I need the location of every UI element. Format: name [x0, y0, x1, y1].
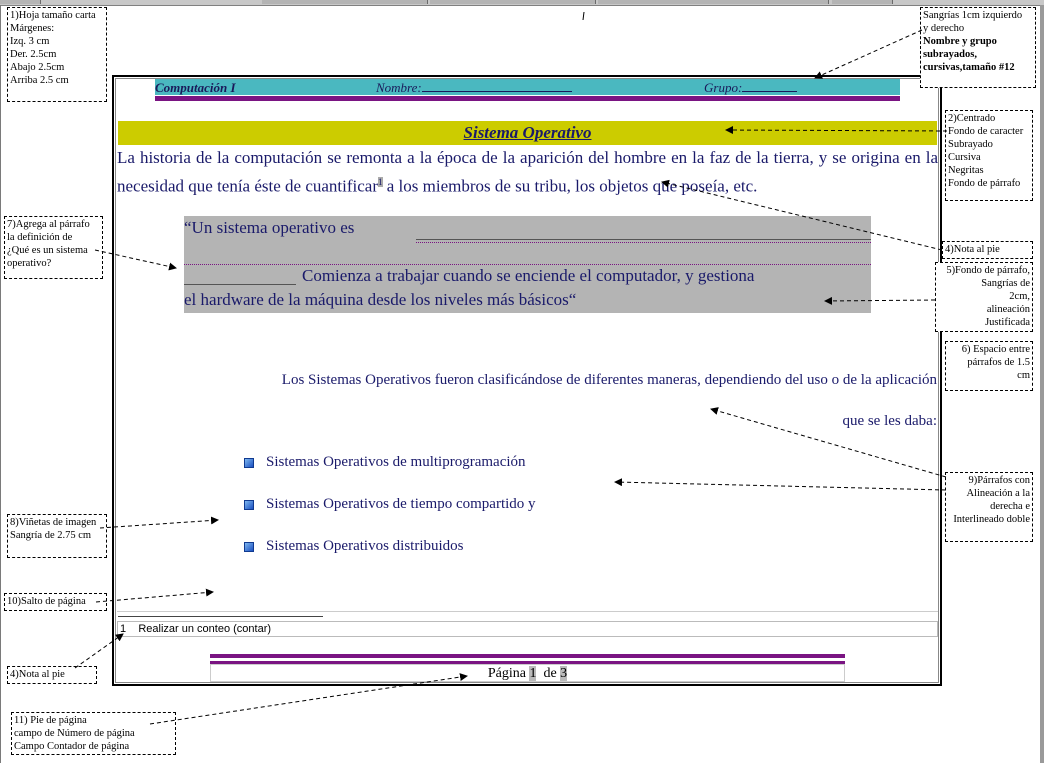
note-text: 11) Pie de página: [14, 715, 87, 726]
note-text: párrafos de 1.5: [967, 357, 1030, 368]
note-text: Campo Contador de página: [14, 741, 130, 752]
note-text: campo de Número de página: [14, 728, 135, 739]
quote-line-4: el hardware de la máquina desde los niveles más básicos“: [184, 290, 577, 309]
note-text: alineación: [986, 304, 1030, 315]
note-text: 5)Fondo de párrafo,: [946, 265, 1030, 276]
arrow-bullets: [100, 520, 218, 528]
page-number-field[interactable]: 1: [529, 666, 537, 681]
note-text: cm: [1017, 370, 1030, 381]
note-text: 1)Hoja tamaño carta: [10, 10, 96, 21]
note-text: 8)Viñetas de imagen: [10, 517, 97, 528]
note-text: Sangrías de: [981, 278, 1030, 289]
group-label: Grupo:: [704, 80, 743, 95]
note-text: Der. 2.5cm: [10, 49, 57, 60]
note-text: Sangría de 2.75 cm: [10, 530, 92, 541]
arrow-paragraph-bg: [825, 300, 935, 301]
arrow-right-align-2: [615, 482, 946, 490]
arrow-page-break: [96, 592, 213, 602]
arrow-title: [726, 130, 947, 131]
list-item[interactable]: Sistemas Operativos distribuidos: [266, 538, 464, 554]
paragraph-classification-end[interactable]: que se les daba:: [842, 413, 937, 429]
footnote-text: Realizar un conteo (contar): [138, 623, 272, 635]
note-text: 2cm,: [1009, 291, 1030, 302]
note-text: 10)Salto de página: [7, 596, 86, 607]
paragraph-text: La historia de la computación se remonta a la época de la aparición del hombre en la faz de la tierra, y se origina en la necesidad que tenía éste de cuantificar: [117, 148, 938, 196]
footnote-number: 1: [120, 623, 127, 635]
page-label: Página: [487, 666, 526, 681]
arrow-right-align-1: [711, 409, 946, 477]
arrow-footnote-ref: [662, 182, 942, 250]
note-text: Márgenes:: [10, 23, 55, 34]
note-text: Fondo de caracter: [948, 126, 1024, 137]
note-text: Sangrías 1cm izquierdo: [923, 10, 1023, 21]
arrow-footer: [150, 676, 467, 724]
name-label: Nombre:: [376, 80, 422, 95]
note-text: ¿Qué es un sistema: [7, 245, 88, 256]
note-text: derecha e: [990, 501, 1030, 512]
note-text: Arriba 2.5 cm: [10, 75, 69, 86]
footnote-reference[interactable]: 1: [378, 177, 383, 187]
note-text: Alineación a la: [966, 488, 1030, 499]
note-text: y derecho: [923, 23, 965, 34]
note-text: subrayados,: [923, 49, 977, 60]
note-text: Cursiva: [948, 152, 981, 163]
note-text: Justificada: [985, 317, 1030, 328]
note-text: Subrayado: [948, 139, 993, 150]
paragraph-text-cont: a los miembros de su tribu, los objetos que poseía, etc.: [382, 176, 758, 196]
note-text: 9)Párrafos con: [968, 475, 1030, 486]
note-text: Fondo de párrafo: [948, 178, 1021, 189]
note-text: Interlineado doble: [953, 514, 1030, 525]
of-label: de: [543, 666, 557, 681]
quote-line-1: “Un sistema operativo es: [184, 218, 355, 237]
note-text: Abajo 2.5cm: [10, 62, 65, 73]
note-text: 6) Espacio entre: [961, 344, 1030, 355]
paragraph-classification[interactable]: Los Sistemas Operativos fueron clasificándose de diferentes maneras, dependiendo del uso o de la aplicación: [281, 372, 937, 388]
note-text: Negritas: [948, 165, 984, 176]
arrow-sangrias: [815, 30, 922, 78]
title-text: Sistema Operativo: [463, 123, 592, 142]
note-text: Izq. 3 cm: [10, 36, 50, 47]
note-text: 2)Centrado: [948, 113, 996, 124]
note-text: 4)Nota al pie: [10, 669, 65, 680]
note-text: la definición de: [7, 232, 73, 243]
note-text: 7)Agrega al párrafo: [7, 219, 90, 230]
arrow-definition: [95, 250, 176, 268]
page-count-field[interactable]: 3: [560, 666, 568, 681]
quote-line-3: Comienza a trabajar cuando se enciende el computador, y gestiona: [302, 266, 755, 285]
note-text: operativo?: [7, 258, 52, 269]
list-item[interactable]: Sistemas Operativos de multiprogramación: [266, 454, 526, 470]
note-text: 4)Nota al pie: [945, 244, 1000, 255]
header-subject: Computación I: [155, 80, 236, 95]
text-cursor: [583, 12, 584, 20]
note-text: Nombre y grupo: [923, 36, 997, 47]
note-text: cursivas,tamaño #12: [923, 62, 1015, 73]
arrow-footnote-bottom: [75, 634, 123, 668]
list-item[interactable]: Sistemas Operativos de tiempo compartido y: [266, 496, 536, 512]
